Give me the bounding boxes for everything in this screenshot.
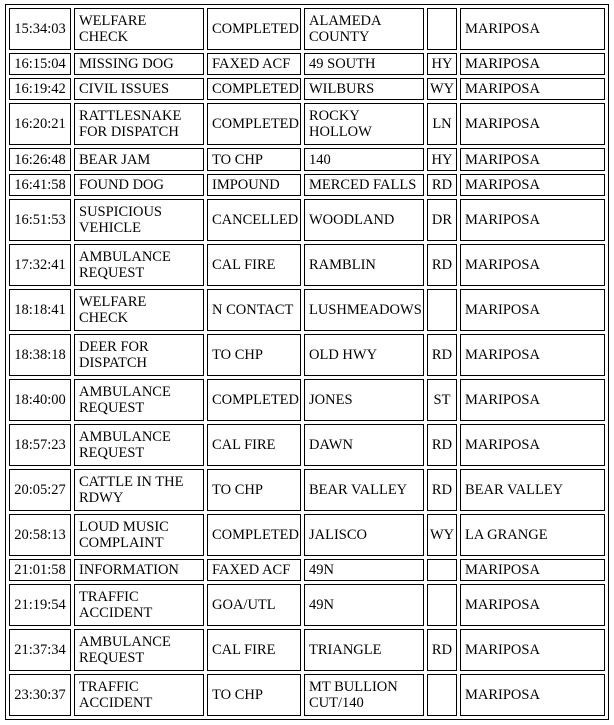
call-type-cell: AMBULANCE REQUEST — [74, 629, 204, 671]
time-cell: 16:41:58 — [9, 174, 71, 196]
table-row — [9, 469, 605, 511]
city-cell: MARIPOSA — [460, 103, 605, 145]
street-suffix-cell: RD — [427, 334, 457, 376]
street-suffix-cell: DR — [427, 199, 457, 241]
table-row — [9, 584, 605, 626]
table-row — [9, 244, 605, 286]
street-cell: 140 — [304, 148, 424, 170]
table-row — [9, 674, 605, 716]
street-cell: WOODLAND — [304, 199, 424, 241]
city-cell: MARIPOSA — [460, 244, 605, 286]
street-suffix-cell: ST — [427, 379, 457, 421]
time-cell: 21:37:34 — [9, 629, 71, 671]
street-cell: MERCED FALLS — [304, 174, 424, 196]
city-cell: LA GRANGE — [460, 514, 605, 556]
table-row — [9, 8, 605, 50]
street-cell: 49 SOUTH — [304, 53, 424, 75]
street-cell: JALISCO — [304, 514, 424, 556]
call-type-cell: FOUND DOG — [74, 174, 204, 196]
city-cell: MARIPOSA — [460, 289, 605, 331]
street-suffix-cell: LN — [427, 103, 457, 145]
disposition-cell: COMPLETED — [207, 514, 301, 556]
call-type-cell: AMBULANCE REQUEST — [74, 379, 204, 421]
disposition-cell: TO CHP — [207, 674, 301, 716]
disposition-cell: FAXED ACF — [207, 53, 301, 75]
time-cell: 20:58:13 — [9, 514, 71, 556]
table-row — [9, 78, 605, 100]
call-log-table — [5, 4, 609, 720]
table-row — [9, 629, 605, 671]
time-cell: 16:51:53 — [9, 199, 71, 241]
call-type-cell: MISSING DOG — [74, 53, 204, 75]
table-row — [9, 103, 605, 145]
table-row — [9, 289, 605, 331]
time-cell: 18:18:41 — [9, 289, 71, 331]
street-cell: DAWN — [304, 424, 424, 466]
call-type-cell: AMBULANCE REQUEST — [74, 424, 204, 466]
city-cell: MARIPOSA — [460, 78, 605, 100]
city-cell: MARIPOSA — [460, 148, 605, 170]
street-cell: BEAR VALLEY — [304, 469, 424, 511]
disposition-cell: CANCELLED — [207, 199, 301, 241]
table-row — [9, 379, 605, 421]
city-cell: MARIPOSA — [460, 8, 605, 50]
table-row — [9, 424, 605, 466]
street-suffix-cell: RD — [427, 244, 457, 286]
disposition-cell: COMPLETED — [207, 103, 301, 145]
time-cell: 21:19:54 — [9, 584, 71, 626]
street-cell: 49N — [304, 584, 424, 626]
disposition-cell: FAXED ACF — [207, 559, 301, 581]
call-type-cell: INFORMATION — [74, 559, 204, 581]
time-cell: 23:30:37 — [9, 674, 71, 716]
time-cell: 18:38:18 — [9, 334, 71, 376]
call-type-cell: LOUD MUSIC COMPLAINT — [74, 514, 204, 556]
street-suffix-cell: RD — [427, 629, 457, 671]
street-cell: WILBURS — [304, 78, 424, 100]
disposition-cell: N CONTACT — [207, 289, 301, 331]
time-cell: 16:20:21 — [9, 103, 71, 145]
city-cell: MARIPOSA — [460, 584, 605, 626]
disposition-cell: IMPOUND — [207, 174, 301, 196]
street-cell: OLD HWY — [304, 334, 424, 376]
city-cell: MARIPOSA — [460, 174, 605, 196]
street-cell: LUSHMEADOWS — [304, 289, 424, 331]
disposition-cell: TO CHP — [207, 469, 301, 511]
time-cell: 20:05:27 — [9, 469, 71, 511]
table-row — [9, 334, 605, 376]
street-suffix-cell: RD — [427, 469, 457, 511]
time-cell: 18:57:23 — [9, 424, 71, 466]
call-type-cell: BEAR JAM — [74, 148, 204, 170]
time-cell: 16:19:42 — [9, 78, 71, 100]
street-cell: RAMBLIN — [304, 244, 424, 286]
call-type-cell: AMBULANCE REQUEST — [74, 244, 204, 286]
street-cell: ALAMEDA COUNTY — [304, 8, 424, 50]
street-suffix-cell — [427, 8, 457, 50]
street-cell: MT BULLION CUT/140 — [304, 674, 424, 716]
call-type-cell: WELFARE CHECK — [74, 289, 204, 331]
city-cell: MARIPOSA — [460, 674, 605, 716]
city-cell: MARIPOSA — [460, 559, 605, 581]
street-cell: JONES — [304, 379, 424, 421]
time-cell: 18:40:00 — [9, 379, 71, 421]
call-log-body — [9, 8, 605, 716]
table-row — [9, 514, 605, 556]
street-suffix-cell: WY — [427, 514, 457, 556]
street-suffix-cell: RD — [427, 424, 457, 466]
disposition-cell: COMPLETED — [207, 379, 301, 421]
call-type-cell: CATTLE IN THE RDWY — [74, 469, 204, 511]
street-suffix-cell — [427, 559, 457, 581]
call-type-cell: TRAFFIC ACCIDENT — [74, 584, 204, 626]
disposition-cell: COMPLETED — [207, 8, 301, 50]
street-suffix-cell — [427, 674, 457, 716]
street-cell: TRIANGLE — [304, 629, 424, 671]
disposition-cell: CAL FIRE — [207, 244, 301, 286]
street-suffix-cell — [427, 289, 457, 331]
time-cell: 17:32:41 — [9, 244, 71, 286]
table-row — [9, 559, 605, 581]
table-row — [9, 148, 605, 170]
disposition-cell: GOA/UTL — [207, 584, 301, 626]
city-cell: MARIPOSA — [460, 334, 605, 376]
city-cell: MARIPOSA — [460, 199, 605, 241]
time-cell: 15:34:03 — [9, 8, 71, 50]
street-suffix-cell: HY — [427, 53, 457, 75]
table-row — [9, 53, 605, 75]
city-cell: MARIPOSA — [460, 629, 605, 671]
disposition-cell: TO CHP — [207, 148, 301, 170]
disposition-cell: TO CHP — [207, 334, 301, 376]
street-cell: ROCKY HOLLOW — [304, 103, 424, 145]
time-cell: 16:15:04 — [9, 53, 71, 75]
time-cell: 16:26:48 — [9, 148, 71, 170]
street-suffix-cell — [427, 584, 457, 626]
street-suffix-cell: RD — [427, 174, 457, 196]
call-type-cell: TRAFFIC ACCIDENT — [74, 674, 204, 716]
street-cell: 49N — [304, 559, 424, 581]
disposition-cell: CAL FIRE — [207, 424, 301, 466]
call-type-cell: DEER FOR DISPATCH — [74, 334, 204, 376]
city-cell: MARIPOSA — [460, 379, 605, 421]
city-cell: MARIPOSA — [460, 53, 605, 75]
table-row — [9, 174, 605, 196]
call-type-cell: CIVIL ISSUES — [74, 78, 204, 100]
call-type-cell: WELFARE CHECK — [74, 8, 204, 50]
disposition-cell: COMPLETED — [207, 78, 301, 100]
city-cell: BEAR VALLEY — [460, 469, 605, 511]
disposition-cell: CAL FIRE — [207, 629, 301, 671]
time-cell: 21:01:58 — [9, 559, 71, 581]
street-suffix-cell: HY — [427, 148, 457, 170]
street-suffix-cell: WY — [427, 78, 457, 100]
call-type-cell: SUSPICIOUS VEHICLE — [74, 199, 204, 241]
city-cell: MARIPOSA — [460, 424, 605, 466]
table-row — [9, 199, 605, 241]
call-type-cell: RATTLESNAKE FOR DISPATCH — [74, 103, 204, 145]
